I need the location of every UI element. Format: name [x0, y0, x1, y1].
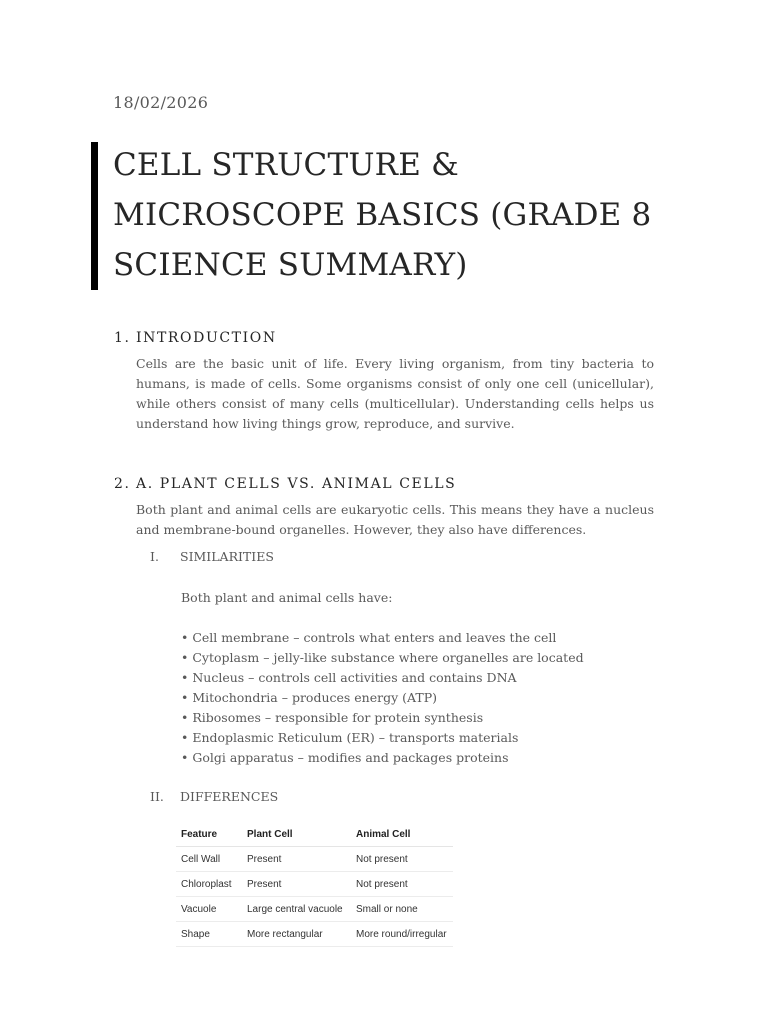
- column-header: Feature: [176, 822, 242, 847]
- subheading-title: DIFFERENCES: [180, 789, 279, 804]
- title-accent-bar: [91, 142, 98, 290]
- table-cell: Not present: [351, 872, 453, 897]
- subheading-title: SIMILARITIES: [180, 549, 274, 564]
- section-heading-plant-vs-animal: [114, 476, 456, 492]
- table-cell: Shape: [176, 922, 242, 947]
- table-row: [176, 847, 453, 872]
- table-header-row: [176, 822, 453, 847]
- list-item: • Endoplasmic Reticulum (ER) – transports materials: [181, 730, 519, 745]
- table-row: [176, 897, 453, 922]
- section-title: INTRODUCTION: [136, 330, 277, 346]
- column-header: Plant Cell: [242, 822, 351, 847]
- table-cell: Chloroplast: [176, 872, 242, 897]
- list-item: • Ribosomes – responsible for protein synthesis: [181, 710, 484, 725]
- subheading-similarities: [150, 549, 274, 564]
- list-item: • Nucleus – controls cell activities and contains DNA: [181, 670, 517, 685]
- roman-numeral: II.: [150, 789, 164, 804]
- differences-table: [176, 822, 453, 947]
- list-item: • Cytoplasm – jelly-like substance where organelles are located: [181, 650, 584, 665]
- table-cell: More round/irregular: [351, 922, 453, 947]
- table-cell: Small or none: [351, 897, 453, 922]
- roman-numeral: I.: [150, 549, 159, 564]
- section-number: 2.: [114, 476, 131, 492]
- section-title: A. PLANT CELLS VS. ANIMAL CELLS: [136, 476, 457, 492]
- table-cell: Cell Wall: [176, 847, 242, 872]
- list-item: • Mitochondria – produces energy (ATP): [181, 690, 437, 705]
- table-cell: More rectangular: [242, 922, 351, 947]
- table-cell: Large central vacuole: [242, 897, 351, 922]
- subheading-differences: [150, 789, 278, 804]
- table-row: [176, 872, 453, 897]
- list-item: • Cell membrane – controls what enters and leaves the cell: [181, 630, 557, 645]
- table-row: [176, 922, 453, 947]
- similarities-intro: Both plant and animal cells have:: [181, 590, 393, 605]
- column-header: Animal Cell: [351, 822, 453, 847]
- table-cell: Not present: [351, 847, 453, 872]
- table-cell: Present: [242, 847, 351, 872]
- plant-vs-animal-paragraph: Both plant and animal cells are eukaryotic cells. This means they have a nucleus and membrane-bound organelles. However, they also have differences.: [136, 502, 654, 537]
- introduction-paragraph: Cells are the basic unit of life. Every living organism, from tiny bacteria to humans, is made of cells. Some organisms consist of only one cell (unicellular), while others consist of many cells (multicellular). Understanding cells helps us understand how living things grow, reproduce, and survive.: [136, 356, 654, 431]
- document-title: CELL STRUCTURE & MICROSCOPE BASICS (GRADE 8 SCIENCE SUMMARY): [113, 147, 652, 283]
- list-item: • Golgi apparatus – modifies and packages proteins: [181, 750, 509, 765]
- document-date: 18/02/2026: [113, 93, 209, 112]
- similarities-list: [181, 628, 584, 768]
- table-cell: Vacuole: [176, 897, 242, 922]
- section-number: 1.: [114, 330, 131, 346]
- table-cell: Present: [242, 872, 351, 897]
- section-heading-introduction: [114, 330, 277, 346]
